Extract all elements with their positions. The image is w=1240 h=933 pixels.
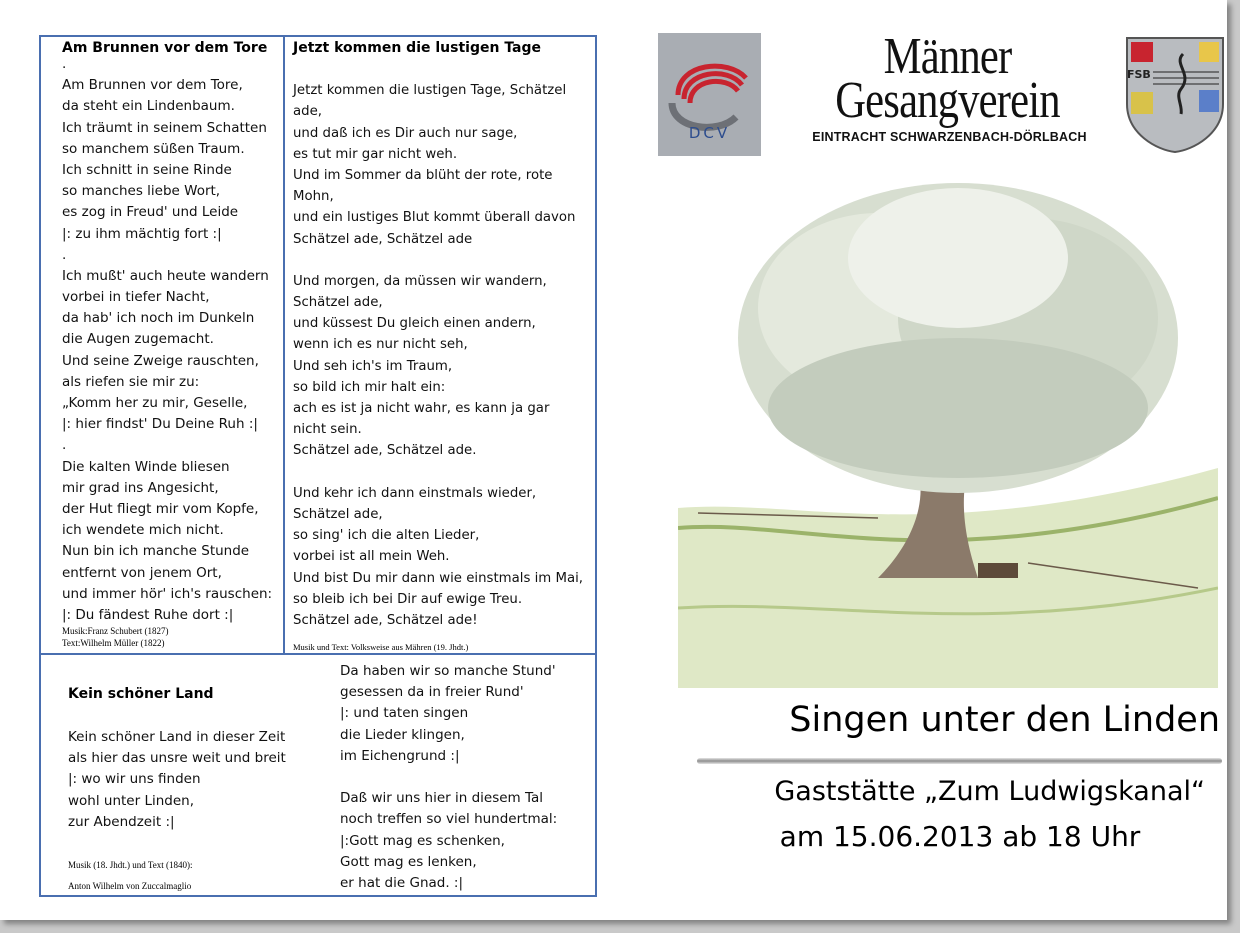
- song1-credit-text: Text:Wilhelm Müller (1822): [62, 638, 165, 648]
- cover-venue: Gaststätte „Zum Ludwigskanal“: [774, 776, 1205, 807]
- song1-lyric-line: die Augen zugemacht.: [62, 331, 214, 348]
- song2-lyric-line: Jetzt kommen die lustigen Tage, Schätzel: [293, 83, 567, 99]
- song2-lyric-line: [293, 462, 583, 483]
- club-subtitle: EINTRACHT SCHWARZENBACH-DÖRLBACH: [812, 130, 1087, 144]
- song1-lyric-line: der Hut fliegt mir vom Kopfe,: [62, 500, 259, 517]
- song3-lyric-line: im Eichengrund :|: [340, 747, 460, 764]
- song1-lyric-line: vorbei in tiefer Nacht,: [62, 289, 210, 306]
- song3-credit-music: Musik (18. Jhdt.) und Text (1840):: [68, 860, 193, 870]
- song3-lyric-line: Daß wir uns hier in diesem Tal: [340, 790, 544, 807]
- song2-lyric-line: [293, 59, 583, 80]
- row-divider: [39, 653, 597, 655]
- song1-lyric-line: Ich träumt in seinem Schatten: [62, 119, 267, 136]
- song3-lyrics-right: [340, 661, 557, 894]
- song2-lyric-line: Schätzel ade,: [293, 506, 383, 522]
- song2-lyric-line: vorbei ist all mein Weh.: [293, 549, 450, 565]
- song2-lyric-line: und daß ich es Dir auch nur sage,: [293, 125, 518, 141]
- cover-date: am 15.06.2013 ab 18 Uhr: [779, 820, 1141, 853]
- song3-title: Kein schöner Land: [68, 686, 214, 702]
- song2-lyric-line: Und morgen, da müssen wir wandern,: [293, 273, 547, 289]
- song1-lyric-line: es zog in Freud' und Leide: [62, 204, 239, 221]
- song1-lyric-line: so manches liebe Wort,: [62, 183, 221, 200]
- song1-lyric-line: Nun bin ich manche Stunde: [62, 543, 250, 560]
- song2-lyric-line: [293, 250, 583, 271]
- song1-title: Am Brunnen vor dem Tore: [62, 40, 268, 56]
- song2-lyric-line: ach es ist ja nicht wahr, es kann ja gar: [293, 401, 550, 416]
- song1-lyric-line: so manchem süßen Traum.: [62, 140, 245, 157]
- cover-title: Singen unter den Linden: [789, 700, 1220, 740]
- song1-lyric-line: Ich mußt' auch heute wandern: [62, 267, 269, 284]
- crest-text: FSB: [1127, 68, 1151, 81]
- song3-lyric-line: zur Abendzeit :|: [68, 813, 175, 830]
- song2-title: Jetzt kommen die lustigen Tage: [293, 40, 542, 56]
- dcv-logo-text: DCV: [688, 124, 731, 142]
- song1-lyric-line: und immer hör' ich's rauschen:: [62, 585, 273, 602]
- song2-lyric-line: und küssest Du gleich einen andern,: [293, 316, 536, 332]
- song3-lyric-line: Da haben wir so manche Stund': [340, 663, 556, 679]
- coat-of-arms-icon: [1123, 34, 1227, 154]
- song3-lyrics-left: [68, 727, 286, 833]
- song2-credit: Musik und Text: Volksweise aus Mähren (19. Jhdt.): [293, 642, 469, 652]
- song2-lyric-line: Und kehr ich dann einstmals wieder,: [293, 485, 537, 501]
- song3-lyric-line: |: und taten singen: [340, 705, 469, 722]
- cover-divider: [697, 758, 1222, 764]
- song1-lyric-line: da steht ein Lindenbaum.: [62, 98, 235, 115]
- song1-lyric-line: Am Brunnen vor dem Tore,: [62, 77, 243, 94]
- song1-lyric-line: entfernt von jenem Ort,: [62, 564, 222, 581]
- song2-lyric-line: Und seh ich's im Traum,: [293, 358, 453, 374]
- linden-tree-illustration: [678, 168, 1218, 688]
- song3-lyric-line: Gott mag es lenken,: [340, 853, 477, 870]
- song3-lyric-line: er hat die Gnad. :|: [340, 874, 464, 891]
- song2-lyric-line: Mohn,: [293, 189, 334, 205]
- song2-lyric-line: Schätzel ade, Schätzel ade!: [293, 612, 478, 628]
- song2-lyric-line: es tut mir gar nicht weh.: [293, 146, 458, 162]
- song1-lyric-line: .: [62, 56, 67, 72]
- song3-lyric-line: noch treffen so viel hundertmal:: [340, 811, 558, 828]
- song2-lyric-line: Und bist Du mir dann wie einstmals im Mai,: [293, 570, 584, 586]
- song1-lyric-line: Ich schnitt in seine Rinde: [62, 161, 232, 178]
- song2-lyric-line: so bleib ich bei Dir auf ewige Treu.: [293, 591, 523, 607]
- song3-lyric-line: die Lieder klingen,: [340, 726, 465, 743]
- song1-lyric-line: Die kalten Winde bliesen: [62, 458, 230, 475]
- song2-lyrics: [293, 59, 583, 631]
- dcv-logo: [658, 33, 761, 156]
- song2-lyric-line: so bild ich mir halt ein:: [293, 379, 446, 395]
- song2-lyric-line: so sing' ich die alten Lieder,: [293, 528, 480, 544]
- song1-lyric-line: |: Du fändest Ruhe dort :|: [62, 606, 234, 623]
- song1-lyric-line: ich wendete mich nicht.: [62, 522, 224, 539]
- column-divider: [283, 35, 285, 655]
- song1-lyric-line: |: zu ihm mächtig fort :|: [62, 225, 222, 242]
- song2-lyric-line: wenn ich es nur nicht seh,: [293, 337, 468, 353]
- song2-lyric-line: Schätzel ade, Schätzel ade: [293, 231, 473, 247]
- song2-lyric-line: Schätzel ade, Schätzel ade.: [293, 443, 477, 459]
- song2-lyric-line: ade,: [293, 104, 322, 120]
- song2-lyric-line: Schätzel ade,: [293, 295, 383, 311]
- song1-lyric-line: da hab' ich noch im Dunkeln: [62, 310, 255, 327]
- club-name-line1: Männer: [883, 28, 1012, 85]
- song3-lyric-line: Kein schöner Land in dieser Zeit: [68, 729, 286, 745]
- song1-lyric-line: .: [62, 246, 67, 263]
- song3-lyric-line: |: wo wir uns finden: [68, 771, 201, 788]
- song3-lyric-line: [340, 767, 557, 788]
- song3-credit-text: Anton Wilhelm von Zuccalmaglio: [68, 881, 192, 891]
- song3-lyric-line: wohl unter Linden,: [68, 792, 195, 809]
- song2-lyric-line: nicht sein.: [293, 422, 362, 438]
- song1-lyrics: [62, 54, 272, 626]
- song1-lyric-line: mir grad ins Angesicht,: [62, 479, 219, 496]
- club-name: [805, 28, 1090, 129]
- song1-credit-music: Musik:Franz Schubert (1827): [62, 626, 169, 636]
- song1-lyric-line: „Komm her zu mir, Geselle,: [62, 395, 248, 411]
- song1-lyric-line: .: [62, 437, 67, 454]
- song1-lyric-line: als riefen sie mir zu:: [62, 373, 200, 390]
- song2-lyric-line: und ein lustiges Blut kommt überall davon: [293, 210, 576, 226]
- song3-lyric-line: gesessen da in freier Rund': [340, 684, 524, 701]
- song3-lyric-line: als hier das unsre weit und breit: [68, 750, 286, 767]
- song2-lyric-line: Und im Sommer da blüht der rote, rote: [293, 167, 553, 183]
- song3-lyric-line: |:Gott mag es schenken,: [340, 832, 505, 849]
- song1-lyric-line: Und seine Zweige rauschten,: [62, 352, 259, 369]
- song1-lyric-line: |: hier findst' Du Deine Ruh :|: [62, 416, 258, 433]
- club-name-line2: Gesangverein: [835, 72, 1060, 129]
